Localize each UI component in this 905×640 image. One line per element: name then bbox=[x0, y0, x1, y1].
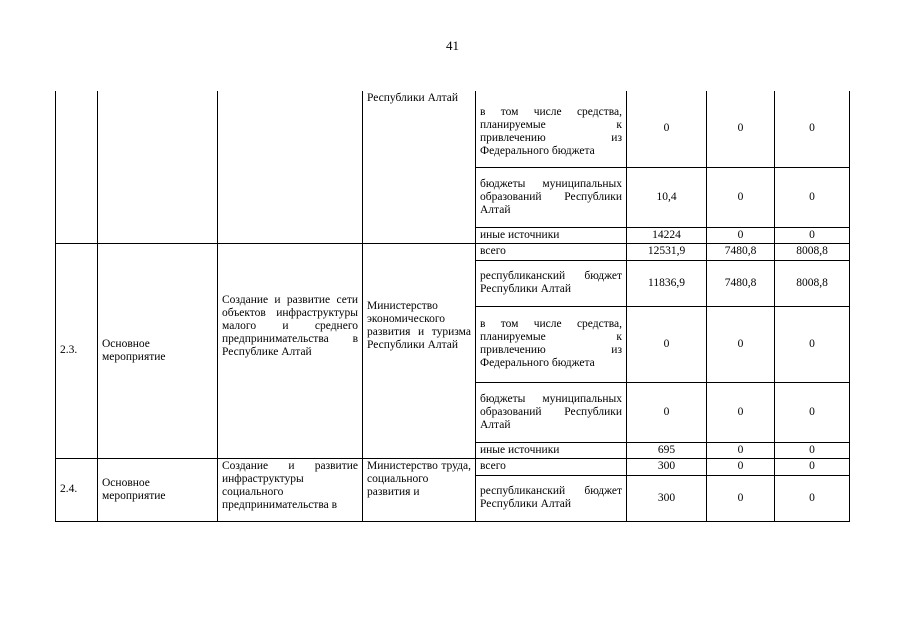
activity-name-cell: Создание и развитие инфраструктуры социального предпринимательства в bbox=[218, 458, 363, 521]
value-cell: 11836,9 bbox=[627, 260, 707, 306]
value-cell: 10,4 bbox=[627, 167, 707, 227]
value-cell: 14224 bbox=[627, 227, 707, 243]
value-cell: 0 bbox=[707, 227, 775, 243]
funding-source-cell: всего bbox=[476, 458, 627, 475]
value-cell: 0 bbox=[707, 458, 775, 475]
value-cell: 0 bbox=[707, 167, 775, 227]
row-number-cell: 2.3. bbox=[56, 243, 98, 458]
value-cell: 0 bbox=[707, 382, 775, 442]
value-cell: 300 bbox=[627, 458, 707, 475]
value-cell: 0 bbox=[707, 475, 775, 521]
value-cell: 0 bbox=[627, 91, 707, 167]
executor-text: Республики Алтай bbox=[367, 92, 459, 104]
activity-type-cell bbox=[98, 91, 218, 243]
funding-source-cell: республиканский бюджет Республики Алтай bbox=[476, 475, 627, 521]
value-cell: 7480,8 bbox=[707, 243, 775, 260]
value-cell: 0 bbox=[707, 306, 775, 382]
funding-table bbox=[55, 91, 850, 522]
value-cell: 0 bbox=[775, 167, 850, 227]
table-row bbox=[56, 91, 850, 167]
executor-cell bbox=[363, 91, 476, 243]
funding-source-cell: всего bbox=[476, 243, 627, 260]
value-cell: 0 bbox=[707, 91, 775, 167]
value-cell: 0 bbox=[775, 306, 850, 382]
value-cell: 7480,8 bbox=[707, 260, 775, 306]
funding-source-cell: иные источники bbox=[476, 442, 627, 458]
executor-cell: Министерство экономического развития и туризма Республики Алтай bbox=[363, 243, 476, 458]
value-cell: 0 bbox=[775, 227, 850, 243]
value-cell: 0 bbox=[707, 442, 775, 458]
value-cell: 8008,8 bbox=[775, 260, 850, 306]
table-row bbox=[56, 458, 850, 475]
funding-source-cell: в том числе средства, планируемые к привлечению из Федерального бюджета bbox=[476, 306, 627, 382]
value-cell: 0 bbox=[775, 475, 850, 521]
value-cell: 12531,9 bbox=[627, 243, 707, 260]
activity-type-cell: Основное мероприятие bbox=[98, 458, 218, 521]
activity-type-cell: Основное мероприятие bbox=[98, 243, 218, 458]
funding-source-cell: иные источники bbox=[476, 227, 627, 243]
value-cell: 0 bbox=[775, 458, 850, 475]
value-cell: 300 bbox=[627, 475, 707, 521]
value-cell: 8008,8 bbox=[775, 243, 850, 260]
executor-cell: Министерство труда, социального развития и bbox=[363, 458, 476, 521]
value-cell: 695 bbox=[627, 442, 707, 458]
value-cell: 0 bbox=[775, 442, 850, 458]
value-cell: 0 bbox=[627, 306, 707, 382]
funding-source-cell: в том числе средства, планируемые к привлечению из Федерального бюджета bbox=[476, 91, 627, 167]
funding-source-cell: республиканский бюджет Республики Алтай bbox=[476, 260, 627, 306]
page-number: 41 bbox=[446, 38, 459, 53]
value-cell: 0 bbox=[627, 382, 707, 442]
activity-name-cell: Создание и развитие сети объектов инфраструктуры малого и среднего предпринимательства в Республике Алтай bbox=[218, 243, 363, 458]
funding-source-cell: бюджеты муниципальных образований Республики Алтай bbox=[476, 382, 627, 442]
row-number-cell: 2.4. bbox=[56, 458, 98, 521]
funding-source-cell: бюджеты муниципальных образований Республики Алтай bbox=[476, 167, 627, 227]
activity-name-cell bbox=[218, 91, 363, 243]
row-number-cell bbox=[56, 91, 98, 243]
value-cell: 0 bbox=[775, 91, 850, 167]
table-row bbox=[56, 243, 850, 260]
value-cell: 0 bbox=[775, 382, 850, 442]
